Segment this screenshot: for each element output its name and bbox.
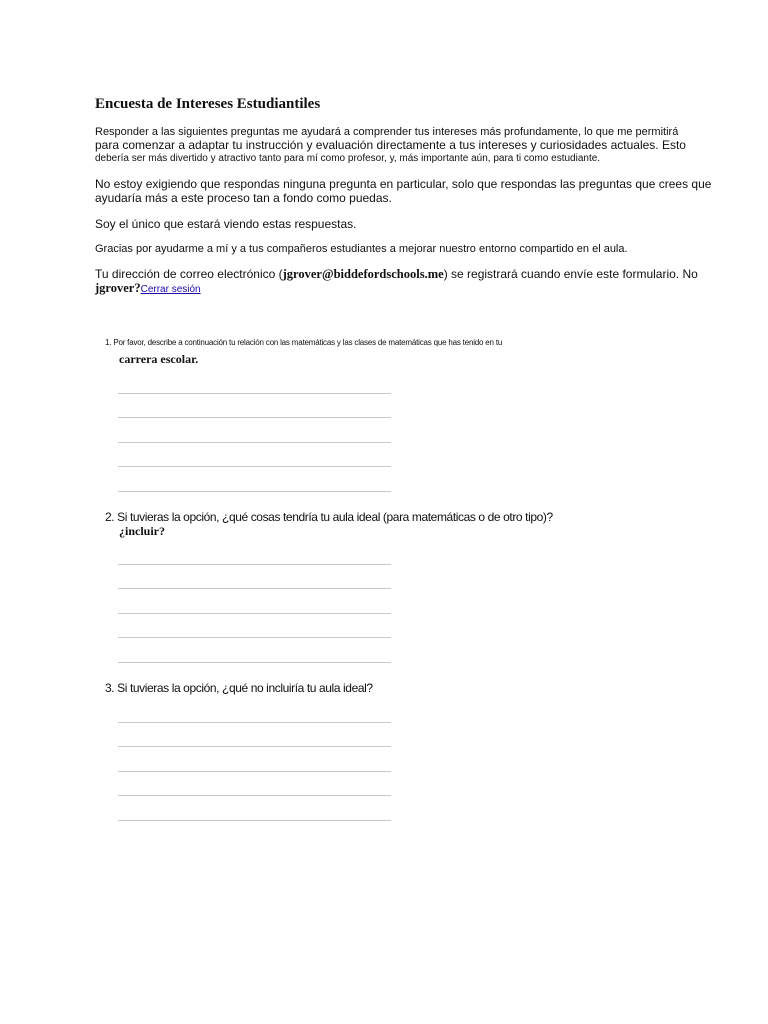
question-2-label — [105, 510, 553, 524]
answer-line[interactable] — [118, 393, 391, 394]
intro-line-3: debería ser más divertido y atractivo tanto para mí como profesor, y, más importante aún, para ti como estudiante. — [95, 153, 601, 164]
question-1-continuation: carrera escolar. — [119, 352, 199, 366]
question-number: 2. — [105, 510, 115, 524]
answer-line[interactable] — [118, 564, 391, 565]
question-3-label — [105, 681, 373, 695]
sign-out-link[interactable]: Cerrar sesión — [140, 284, 201, 295]
answer-line[interactable] — [118, 746, 391, 747]
answer-line[interactable] — [118, 771, 391, 772]
answer-line[interactable] — [118, 466, 391, 467]
not-user-text: jgrover? — [95, 281, 141, 295]
answer-line[interactable] — [118, 613, 391, 614]
question-2-continuation: ¿incluir? — [119, 524, 166, 538]
answer-line[interactable] — [118, 417, 391, 418]
answer-line[interactable] — [118, 491, 391, 492]
answer-line[interactable] — [118, 637, 391, 638]
question-number: 1. — [105, 338, 112, 347]
question-text: Si tuvieras la opción, ¿qué cosas tendría tu aula ideal (para matemáticas o de otro tipo)? — [117, 510, 553, 524]
instructions-paragraph: No estoy exigiendo que respondas ninguna pregunta en particular, solo que respondas las preguntas que crees que ayudaría más a este proceso tan a fondo como puedas. — [95, 177, 712, 205]
intro-line-1: Responder a las siguientes preguntas me ayudará a comprender tus intereses más profundamente, lo que me permitirá — [95, 126, 679, 138]
question-number: 3. — [105, 681, 115, 695]
email-suffix: ) se registrará cuando envíe este formulario. No — [443, 267, 698, 281]
email-notice — [95, 267, 715, 297]
survey-header — [95, 96, 715, 297]
answer-line[interactable] — [118, 722, 391, 723]
user-email: jgrover@biddefordschools.me — [282, 267, 444, 281]
answer-line[interactable] — [118, 588, 391, 589]
answer-line[interactable] — [118, 820, 391, 821]
answer-line[interactable] — [118, 442, 391, 443]
answer-line[interactable] — [118, 795, 391, 796]
answer-line[interactable] — [118, 662, 391, 663]
question-text: Si tuvieras la opción, ¿qué no incluiría tu aula ideal? — [117, 681, 373, 695]
privacy-paragraph: Soy el único que estará viendo estas respuestas. — [95, 217, 357, 231]
email-prefix: Tu dirección de correo electrónico ( — [95, 267, 283, 281]
question-text: Por favor, describe a continuación tu relación con las matemáticas y las clases de matemáticas que has tenido en tu — [113, 338, 503, 347]
thanks-paragraph: Gracias por ayudarme a mí y a tus compañeros estudiantes a mejorar nuestro entorno compartido en el aula. — [95, 243, 628, 255]
page-title: Encuesta de Intereses Estudiantiles — [95, 96, 321, 112]
intro-line-2: para comenzar a adaptar tu instrucción y evaluación directamente a tus intereses y curiosidades actuales. Esto — [95, 138, 686, 152]
question-1-label — [105, 338, 502, 347]
